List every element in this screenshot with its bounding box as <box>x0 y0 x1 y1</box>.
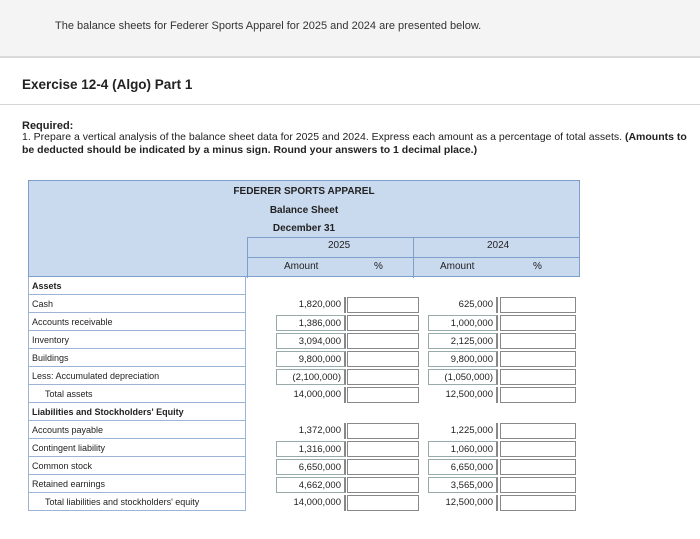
percent-2024-input[interactable] <box>500 351 576 367</box>
company-name: FEDERER SPORTS APPAREL <box>233 186 375 197</box>
amount-2025: 4,662,000 <box>276 477 346 493</box>
percent-2025-input[interactable] <box>347 459 419 475</box>
percent-2025-input[interactable] <box>347 369 419 385</box>
row-label: Liabilities and Stockholders' Equity <box>28 403 246 421</box>
table-row <box>28 277 580 295</box>
amount-2025: 1,386,000 <box>276 315 346 331</box>
row-label: Total liabilities and stockholders' equity <box>28 493 246 511</box>
amount-2025: 1,820,000 <box>276 297 346 313</box>
amount-2024: 1,225,000 <box>428 423 498 439</box>
year-2025-header: 2025 <box>328 240 351 251</box>
percent-2025-input[interactable] <box>347 495 419 511</box>
row-label: Retained earnings <box>28 475 246 493</box>
prompt-text: The balance sheets for Federer Sports Apparel for 2025 and 2024 are presented below. <box>55 20 482 32</box>
amount-2024: 2,125,000 <box>428 333 498 349</box>
amount-2025: 1,372,000 <box>276 423 346 439</box>
table-header <box>28 180 580 277</box>
statement-date: December 31 <box>272 223 336 234</box>
percent-2025-input[interactable] <box>347 351 419 367</box>
amount-2024: 12,500,000 <box>428 387 498 403</box>
row-label: Total assets <box>28 385 246 403</box>
table-row <box>28 385 580 403</box>
required-instructions <box>22 131 692 157</box>
year-2024-header: 2024 <box>487 240 510 251</box>
row-label: Inventory <box>28 331 246 349</box>
row-label: Cash <box>28 295 246 313</box>
amount-2024: (1,050,000) <box>428 369 498 385</box>
percent-2025-input[interactable] <box>347 387 419 403</box>
row-label: Accounts receivable <box>28 313 246 331</box>
table-row <box>28 493 580 511</box>
table-row <box>28 295 580 313</box>
row-label: Accounts payable <box>28 421 246 439</box>
amount-2024: 1,000,000 <box>428 315 498 331</box>
percent-2024-input[interactable] <box>500 477 576 493</box>
amount-2024: 12,500,000 <box>428 495 498 511</box>
percent-2024-input[interactable] <box>500 441 576 457</box>
amount-2025: 6,650,000 <box>276 459 346 475</box>
percent-2024-input[interactable] <box>500 369 576 385</box>
percent-2024-input[interactable] <box>500 459 576 475</box>
percent-2025-input[interactable] <box>347 441 419 457</box>
required-bold-note: (Amounts to be deducted should be indicated by a minus sign. Round your answers to 1 decimal place.) <box>22 131 687 156</box>
table-row <box>28 439 580 457</box>
percent-2024-input[interactable] <box>500 387 576 403</box>
table-row <box>28 475 580 493</box>
pct-2024-header: % <box>533 261 542 272</box>
amount-2025: 1,316,000 <box>276 441 346 457</box>
amount-2025: 9,800,000 <box>276 351 346 367</box>
percent-2025-input[interactable] <box>347 423 419 439</box>
table-row <box>28 457 580 475</box>
row-label: Contingent liability <box>28 439 246 457</box>
percent-2024-input[interactable] <box>500 315 576 331</box>
pct-2025-header: % <box>374 261 383 272</box>
table-row <box>28 421 580 439</box>
prompt-box <box>0 0 700 58</box>
table-row <box>28 313 580 331</box>
exercise-title: Exercise 12-4 (Algo) Part 1 <box>22 77 193 92</box>
row-label: Less: Accumulated depreciation <box>28 367 246 385</box>
required-heading: Required: <box>22 120 74 132</box>
table-row <box>28 331 580 349</box>
row-label: Buildings <box>28 349 246 367</box>
row-label: Common stock <box>28 457 246 475</box>
subheader-divider <box>247 257 580 258</box>
required-text: 1. Prepare a vertical analysis of the balance sheet data for 2025 and 2024. Express each amount as a percentage of total assets. <box>22 131 623 143</box>
amount-2025: (2,100,000) <box>276 369 346 385</box>
balance-sheet-table <box>28 180 580 510</box>
statement-name: Balance Sheet <box>269 205 339 216</box>
table-row <box>28 367 580 385</box>
percent-2024-input[interactable] <box>500 333 576 349</box>
amount-2024: 625,000 <box>428 297 498 313</box>
percent-2024-input[interactable] <box>500 423 576 439</box>
amount-2024: 9,800,000 <box>428 351 498 367</box>
table-row <box>28 349 580 367</box>
amount-2024: 3,565,000 <box>428 477 498 493</box>
amount-2024: 6,650,000 <box>428 459 498 475</box>
amount-2024-header: Amount <box>440 261 475 272</box>
amount-2025: 14,000,000 <box>276 387 346 403</box>
amount-2024: 1,060,000 <box>428 441 498 457</box>
amount-2025-header: Amount <box>284 261 319 272</box>
amount-2025: 3,094,000 <box>276 333 346 349</box>
percent-2025-input[interactable] <box>347 333 419 349</box>
percent-2024-input[interactable] <box>500 297 576 313</box>
percent-2025-input[interactable] <box>347 477 419 493</box>
row-label: Assets <box>28 277 246 295</box>
divider <box>0 104 700 105</box>
table-row <box>28 403 580 421</box>
percent-2024-input[interactable] <box>500 495 576 511</box>
percent-2025-input[interactable] <box>347 315 419 331</box>
percent-2025-input[interactable] <box>347 297 419 313</box>
amount-2025: 14,000,000 <box>276 495 346 511</box>
